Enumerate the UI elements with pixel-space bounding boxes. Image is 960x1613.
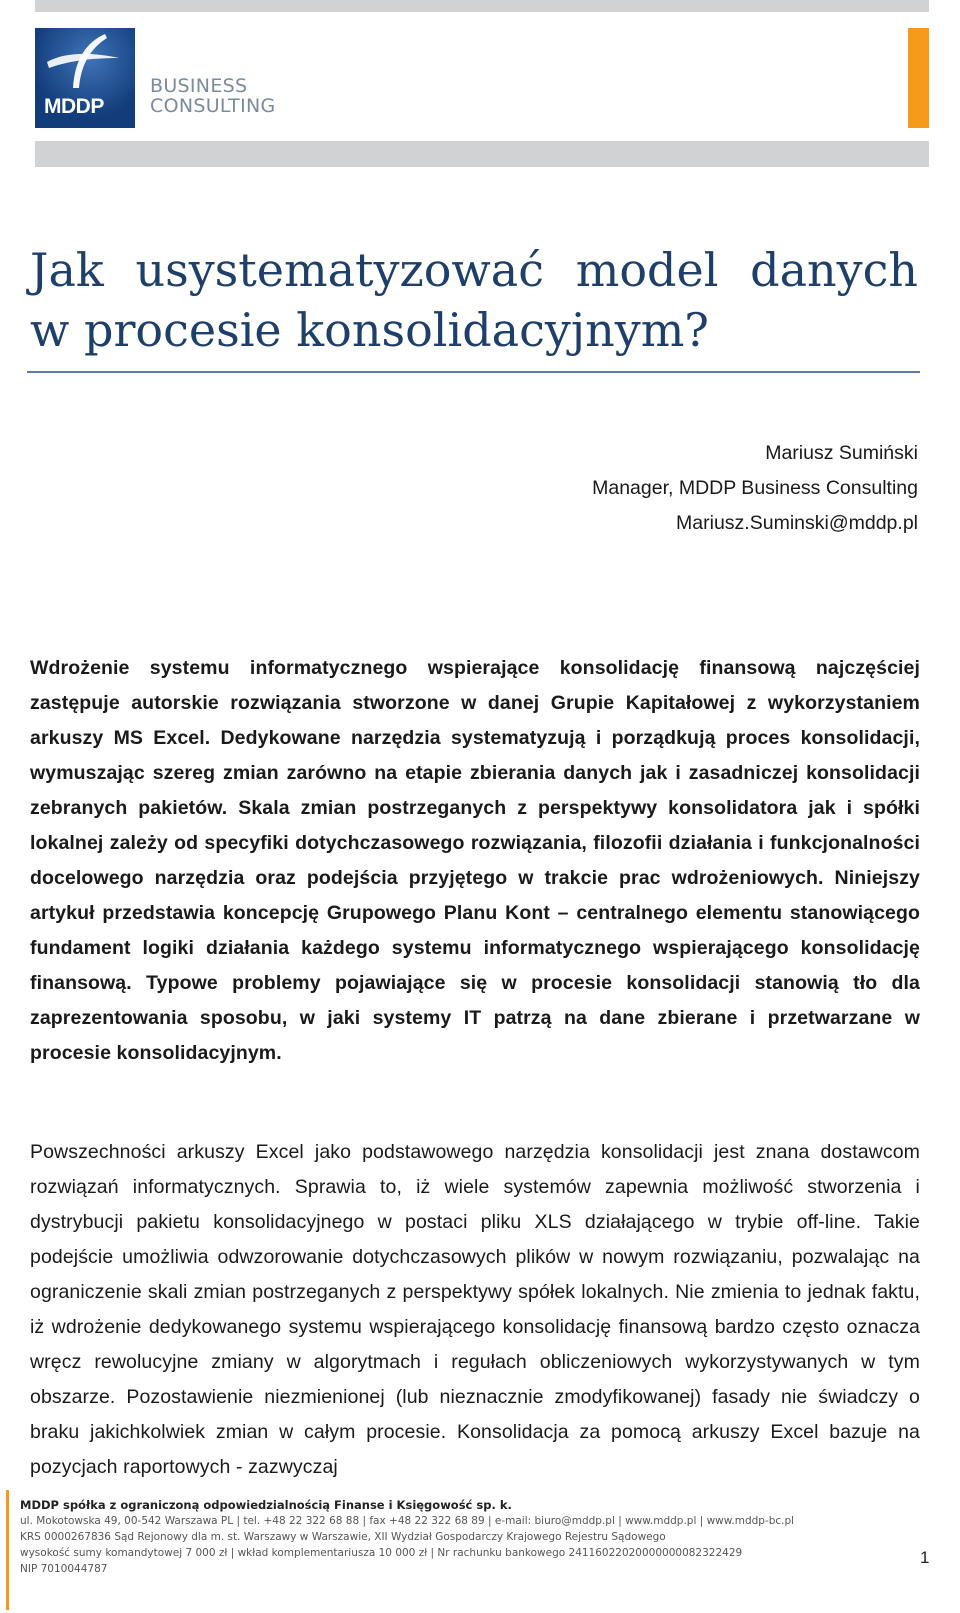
footer-capital: wysokość sumy komandytowej 7 000 zł | wkład komplementariusza 10 000 zł | Nr rachunku bankowego 24116022020000000082322429 [20, 1547, 743, 1559]
header-gray-bar [35, 141, 929, 167]
title-divider [27, 371, 920, 373]
footer-registry: KRS 0000267836 Sąd Rejonowy dla m. st. Warszawy w Warszawie, XII Wydział Gospodarczy Krajowego Rejestru Sądowego [20, 1531, 666, 1543]
footer-nip: NIP 7010044787 [20, 1563, 108, 1575]
page-number: 1 [920, 1548, 930, 1567]
document-title: Jak usystematyzować model danych w procesie konsolidacyjnym? [30, 243, 918, 357]
footer-contact: ul. Mokotowska 49, 00-542 Warszawa PL | tel. +48 22 322 68 88 | fax +48 22 322 68 89 | e-mail: biuro@mddp.pl | www.mddp.pl | www.mddp-bc.pl [20, 1515, 795, 1527]
author-block [592, 436, 918, 541]
brand-line-1: BUSINESS [150, 75, 248, 97]
footer [20, 1497, 880, 1577]
author-role: Manager, MDDP Business Consulting [592, 477, 918, 499]
brand-name [150, 76, 276, 116]
brand-line-2: CONSULTING [150, 95, 276, 117]
body-paragraph: Powszechności arkuszy Excel jako podstawowego narzędzia konsolidacji jest znana dostawcom rozwiązań informatycznych. Sprawia to, iż wiele systemów zapewnia możliwość stworzenia i dystrybucji pakietu konsolidacyjnego w postaci pliku XLS działającego w trybie off-line. Takie podejście umożliwia odwzorowanie dotychczasowych plików w nowym rozwiązaniu, pozwalając na ograniczenie skali zmian postrzeganych z perspektywy spółek lokalnych. Nie zmienia to jednak faktu, iż wdrożenie dedykowanego systemu wspierającego konsolidację finansową bardzo często oznacza wręcz rewolucyjne zmiany w algorytmach i regułach obliczeniowych wykorzystywanych w tym obszarze. Pozostawienie niezmienionej (lub nieznacznie zmodyfikowanej) fasady nie świadczy o braku jakichkolwiek zmian w całym procesie. Konsolidacja za pomocą arkuszy Excel bazuje na pozycjach raportowych - zazwyczaj [30, 1141, 920, 1478]
logo-text: MDDP [44, 95, 104, 118]
mddp-logo [35, 28, 135, 128]
footer-accent-line [6, 1490, 9, 1610]
abstract-paragraph: Wdrożenie systemu informatycznego wspierające konsolidację finansową najczęściej zastępuje autorskie rozwiązania stworzone w danej Grupie Kapitałowej z wykorzystaniem arkuszy MS Excel. Dedykowane narzędzia systematyzują i porządkują proces konsolidacji, wymuszając szereg zmian zarówno na etapie zbierania danych jak i zasadniczej konsolidacji zebranych pakietów. Skala zmian postrzeganych z perspektywy konsolidatora jak i spółki lokalnej zależy od specyfiki dotychczasowego rozwiązania, filozofii działania i funkcjonalności docelowego narzędzia oraz podejścia przyjętego w trakcie prac wdrożeniowych. Niniejszy artykuł przedstawia koncepcję Grupowego Planu Kont – centralnego elementu stanowiącego fundament logiki działania każdego systemu informatycznego wspierającego konsolidację finansową. Typowe problemy pojawiające się w procesie konsolidacji stanowią tło dla zaprezentowania sposobu, w jaki systemy IT patrzą na dane zbierane i przetwarzane w procesie konsolidacyjnym. [30, 657, 920, 1064]
orange-accent-bar [908, 28, 929, 128]
footer-company: MDDP spółka z ograniczoną odpowiedzialnością Finanse i Księgowość sp. k. [20, 1498, 512, 1512]
author-email[interactable]: Mariusz.Suminski@mddp.pl [676, 512, 918, 534]
top-gray-bar [35, 0, 929, 12]
author-name: Mariusz Sumiński [765, 442, 918, 464]
